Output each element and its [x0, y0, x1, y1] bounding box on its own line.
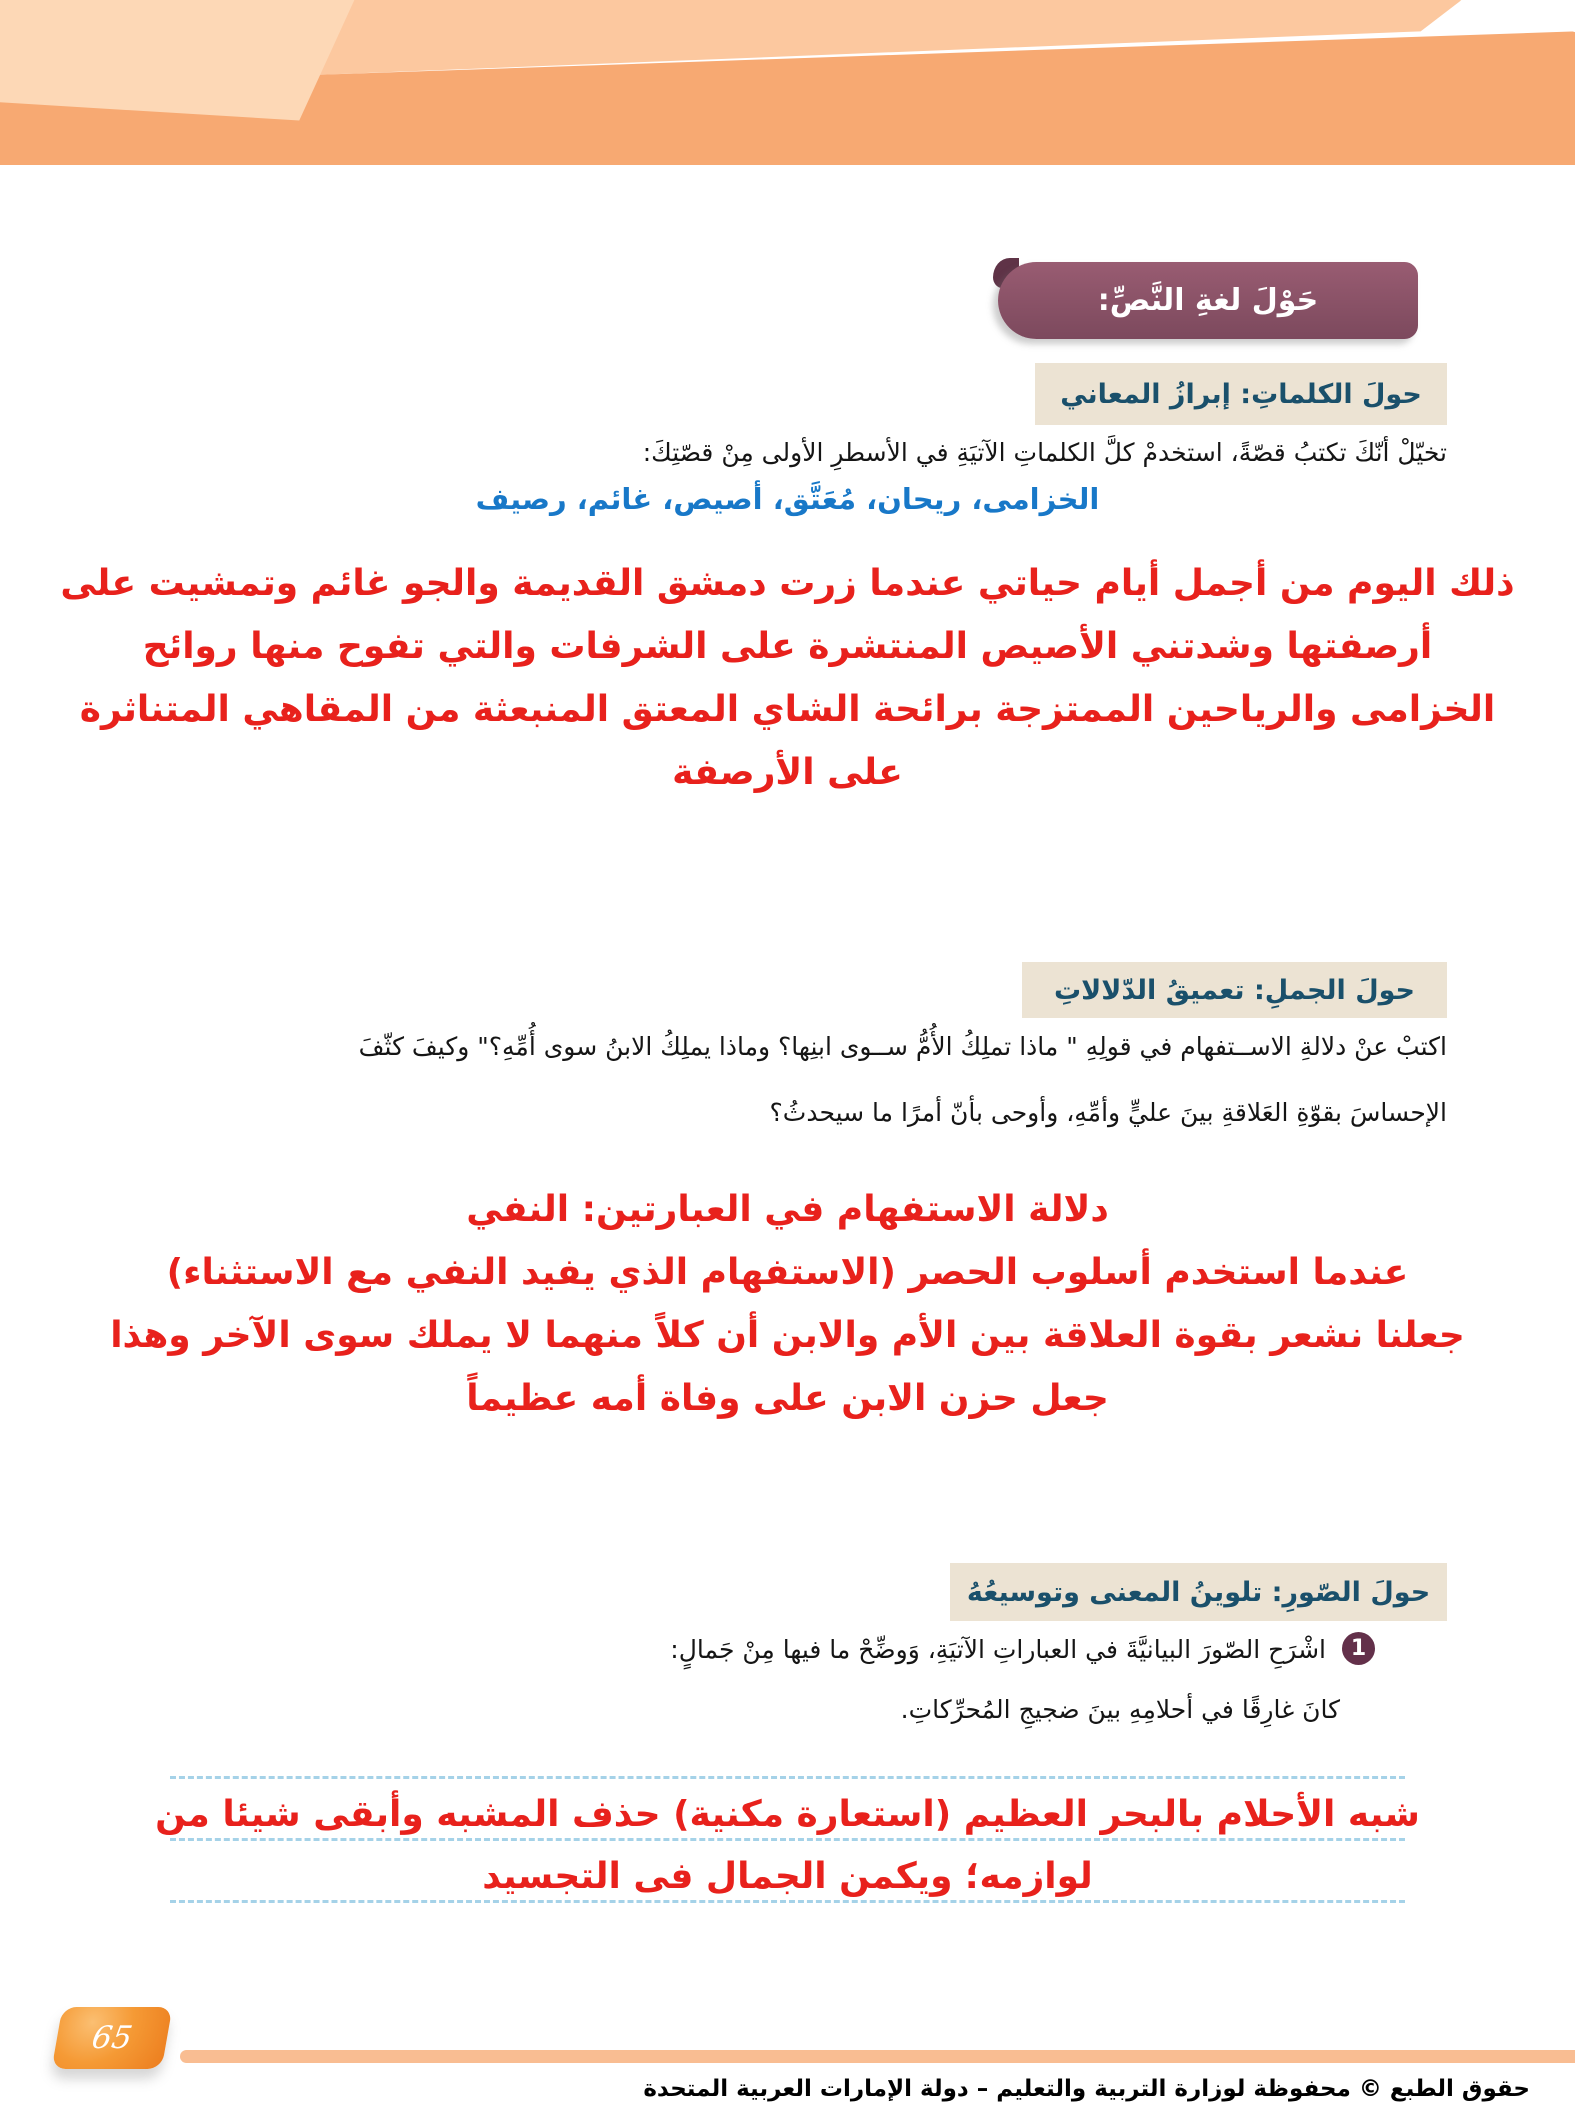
words-answer-line-3: الخزامى والرياحين الممتزجة برائحة الشاي المعتق المنبعثة من المقاهي المتناثرة — [79, 689, 1496, 730]
sentences-answer-block — [45, 1178, 1530, 1430]
section-heading-imagery — [950, 1563, 1447, 1621]
section-heading-words-label: حولَ الكلماتِ: إبرازُ المعاني — [1060, 378, 1422, 410]
words-answer-line-4: على الأرصفة — [672, 752, 903, 793]
section-heading-words — [1035, 363, 1447, 425]
imagery-item-text: اشْرَحِ الصّورَ البيانيَّةَ في العباراتِ الآتيَةِ، وَوضِّحْ ما فيها مِنْ جَمالٍ: — [670, 1635, 1326, 1664]
section-heading-sentences — [1022, 962, 1447, 1018]
word-list: الخزامى، ريحان، مُعَتَّق، أصيص، غائم، رصيف — [475, 482, 1100, 516]
words-answer-line-2: أرصفتها وشدتني الأصيص المنتشرة على الشرفات والتي تفوح منها روائح — [142, 626, 1433, 667]
section-heading-imagery-label: حولَ الصّورِ: تلوينُ المعنى وتوسيعُهُ — [966, 1576, 1431, 1608]
header-decorative-band — [0, 0, 1575, 165]
sentences-answer-line-2: عندما استخدم أسلوب الحصر (الاستفهام الذي يفيد النفي مع الاستثناء) — [166, 1252, 1409, 1293]
imagery-example-sentence: كانَ غارِقًا في أحلامِهِ بينَ ضجيجِ المُحرِّكاتِ. — [900, 1695, 1340, 1724]
imagery-item-1 — [670, 1632, 1375, 1665]
words-prompt: تخيّلْ أنّكَ تكتبُ قصّةً، استخدمْ كلَّ الكلماتِ الآتيَةِ في الأسطرِ الأولى مِنْ قصّتِكَ: — [642, 438, 1447, 467]
page-number: 65 — [89, 2020, 135, 2056]
sentences-answer-line-3: جعلنا نشعر بقوة العلاقة بين الأم والابن أن كلاً منهما لا يملك سوى الآخر وهذا — [110, 1315, 1465, 1356]
footer-decorative-bar — [180, 2050, 1575, 2063]
write-line-1 — [170, 1776, 1405, 1779]
tab-language-of-text — [998, 262, 1418, 339]
sentences-prompt-line-2: الإحساسَ بقوّةِ العَلاقةِ بينَ عليٍّ وأمِّهِ، وأوحى بأنّ أمرًا ما سيحدثُ؟ — [769, 1098, 1447, 1127]
sentences-answer-line-1: دلالة الاستفهام في العبارتين: النفي — [466, 1189, 1109, 1230]
imagery-answer-line-2: لوازمه؛ ويكمن الجمال فى التجسيد — [482, 1856, 1093, 1897]
imagery-answer-line-1: شبه الأحلام بالبحر العظيم (استعارة مكنية) حذف المشبه وأبقى شيئا من — [155, 1794, 1420, 1835]
words-answer-line-1: ذلك اليوم من أجمل أيام حياتي عندما زرت دمشق القديمة والجو غائم وتمشيت على — [60, 563, 1515, 604]
tab-title: حَوْلَ لغةِ النَّصِّ: — [1097, 283, 1319, 318]
imagery-answer-block — [45, 1784, 1530, 1908]
section-heading-sentences-label: حولَ الجملِ: تعميقُ الدّلالاتِ — [1053, 974, 1416, 1006]
sentences-answer-line-4: جعل حزن الابن على وفاة أمه عظيماً — [466, 1378, 1109, 1419]
copyright-notice: حقوق الطبع © محفوظة لوزارة التربية والتعليم – دولة الإمارات العربية المتحدة — [643, 2076, 1530, 2102]
page-number-badge — [52, 2007, 173, 2069]
item-number-badge: 1 — [1342, 1632, 1375, 1665]
words-answer-block — [45, 552, 1530, 804]
sentences-prompt-line-1: اكتبْ عنْ دلالةِ الاســتفهام في قولِهِ " ماذا تملِكُ الأُمُّ ســوى ابنِها؟ وماذا يملِكُ الابنُ سوى أُمِّهِ؟" وكيفَ كثّفَ — [358, 1032, 1447, 1061]
